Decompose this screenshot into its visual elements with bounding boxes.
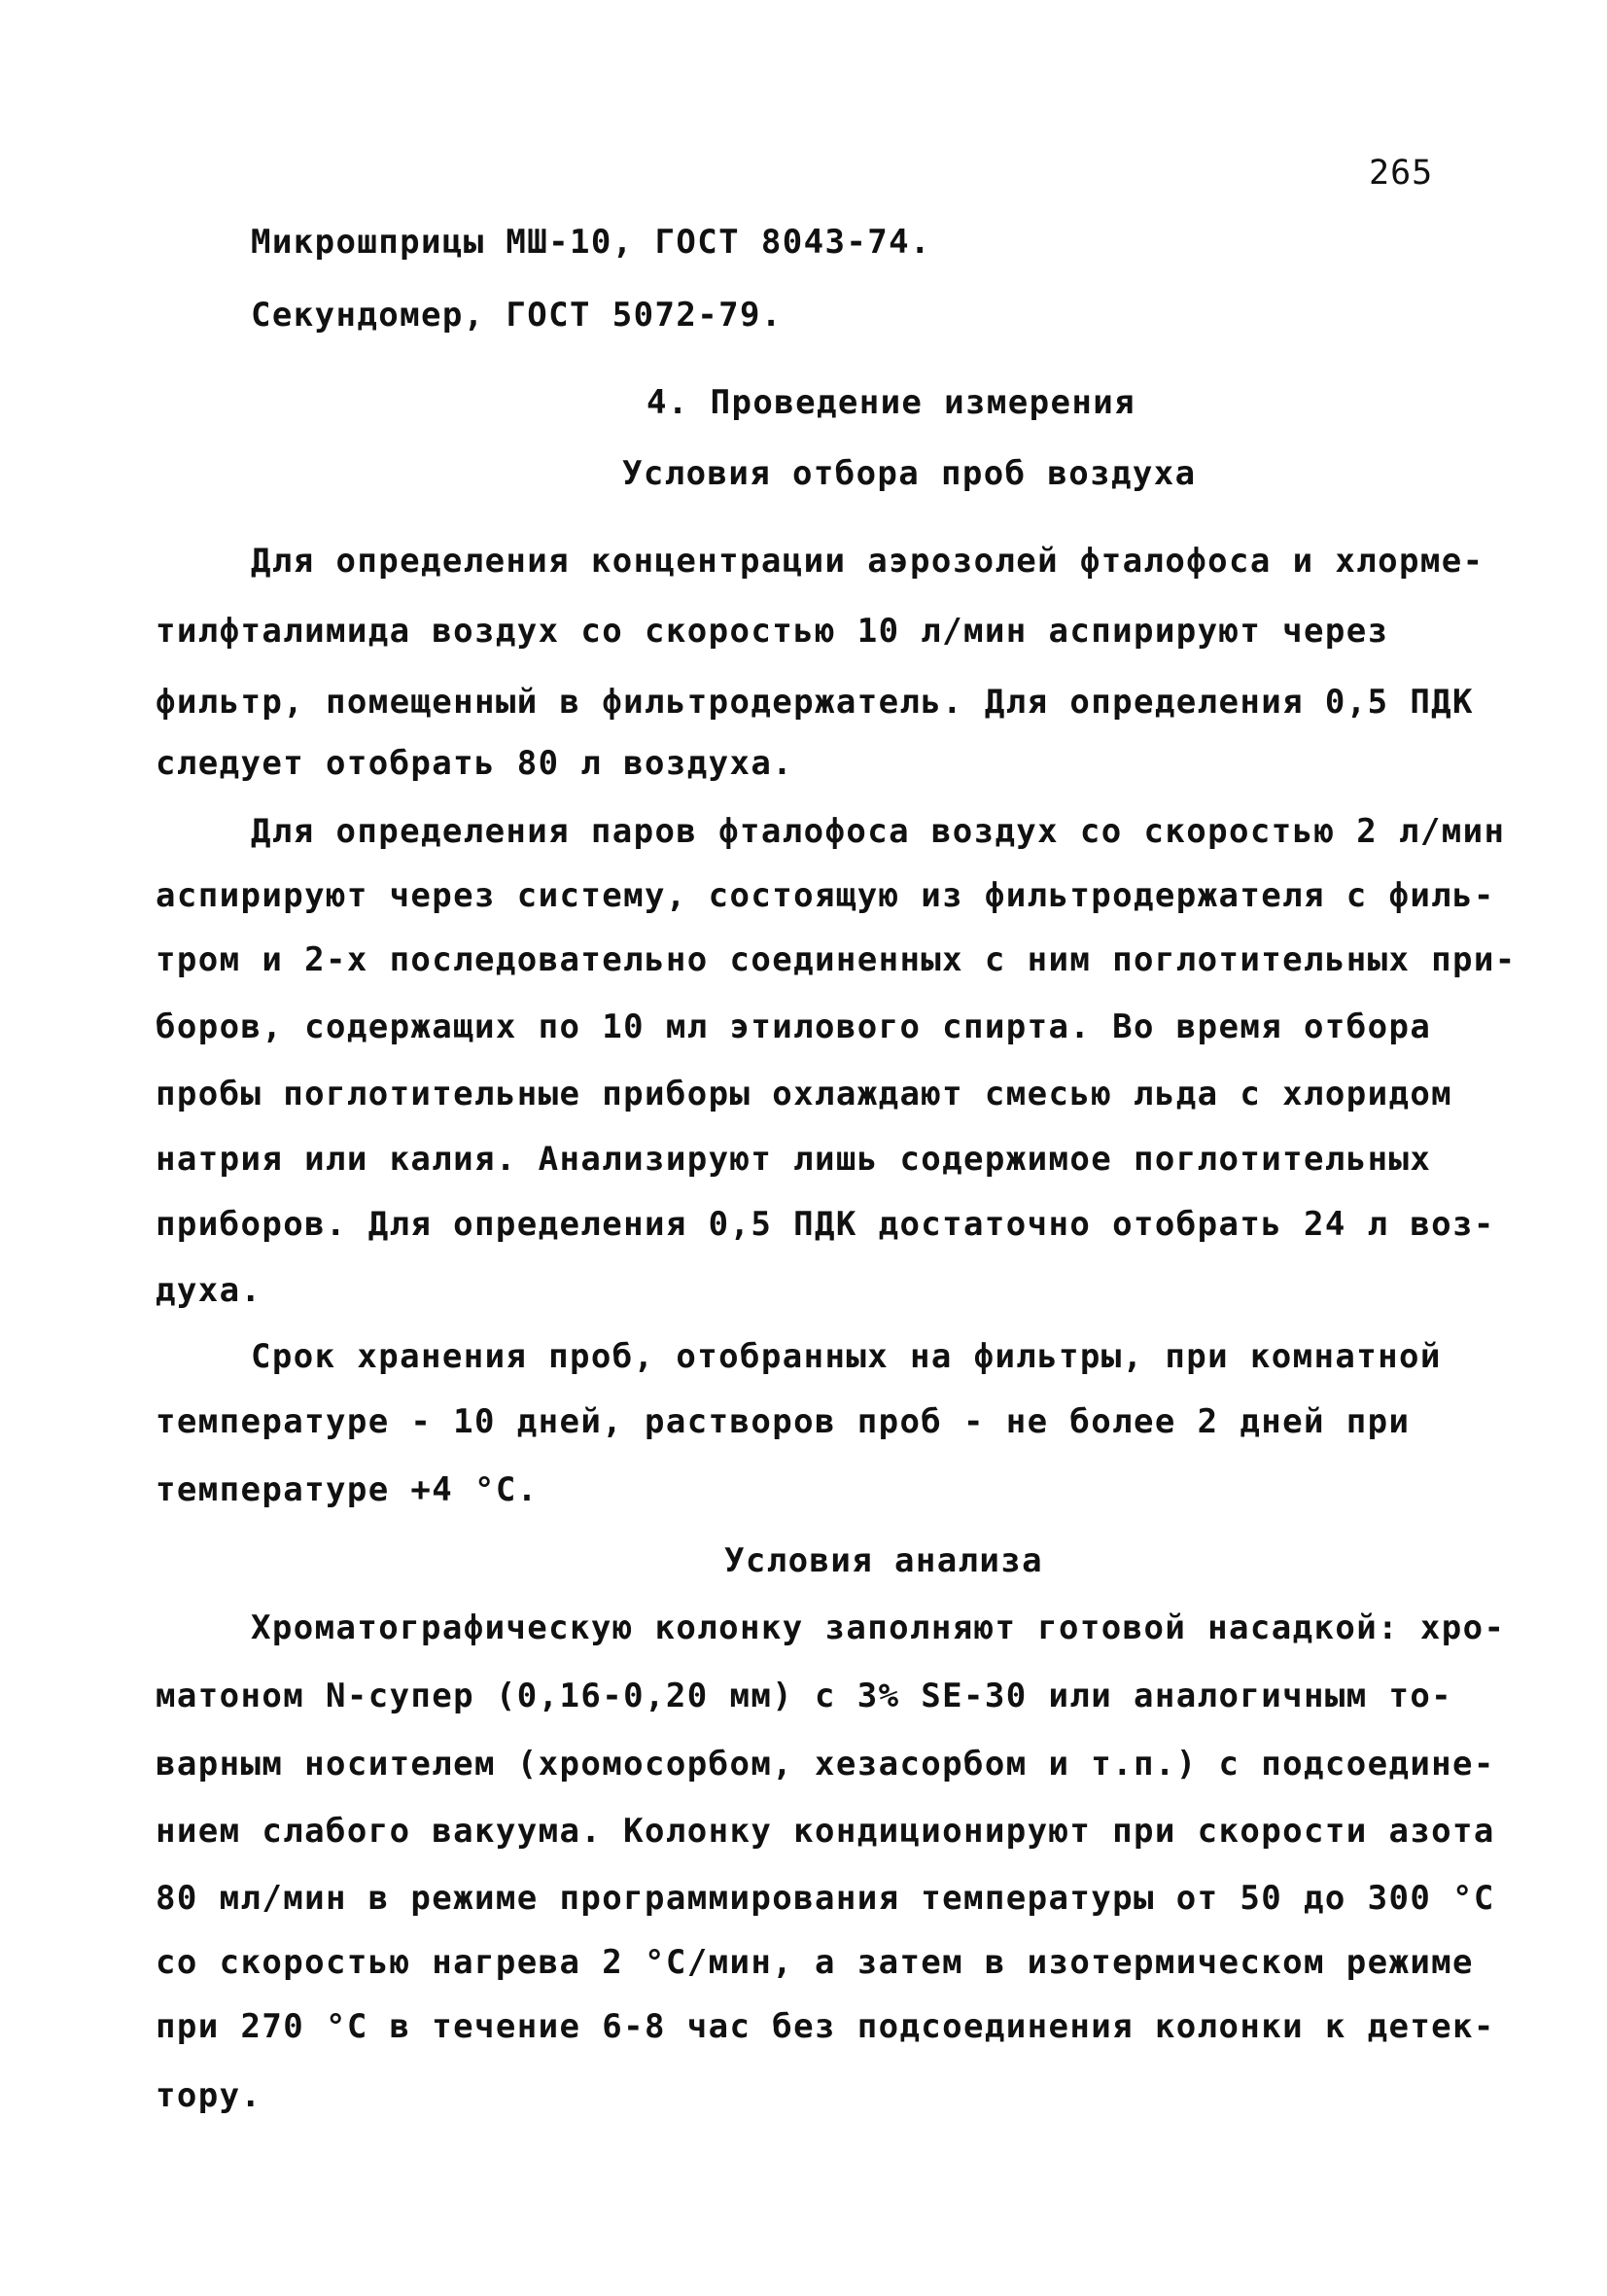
paragraph-line: матоном N-супер (0,16-0,20 мм) с 3% SE-30 или аналогичным то- (156, 1677, 1453, 1715)
analysis-title: Условия анализа (724, 1541, 1044, 1580)
paragraph-line: варным носителем (хромосорбом, хезасорбом и т.п.) с подсоедине- (156, 1745, 1495, 1784)
paragraph-line: приборов. Для определения 0,5 ПДК достаточно отобрать 24 л воз- (156, 1205, 1495, 1244)
paragraph-line: нием слабого вакуума. Колонку кондиционируют при скорости азота (156, 1812, 1495, 1851)
paragraph-line: натрия или калия. Анализируют лишь содержимое поглотительных (156, 1140, 1432, 1179)
paragraph-line: температуре +4 °С. (156, 1470, 539, 1509)
paragraph-line: тору. (156, 2076, 262, 2115)
section-title: 4. Проведение измерения (646, 383, 1136, 422)
paragraph-line: духа. (156, 1271, 262, 1310)
paragraph-line: при 270 °С в течение 6-8 час без подсоединения колонки к детек- (156, 2007, 1495, 2046)
paragraph-line: Срок хранения проб, отобранных на фильтры, при комнатной (251, 1337, 1442, 1376)
paragraph-line: Для определения концентрации аэрозолей фталофоса и хлорме- (251, 542, 1485, 581)
paragraph-line: аспирируют через систему, состоящую из фильтродержателя с филь- (156, 876, 1495, 915)
equipment-item: Микрошприцы МШ-10, ГОСТ 8043-74. (251, 223, 931, 262)
paragraph-line: тром и 2-х последовательно соединенных с ним поглотительных при- (156, 940, 1517, 979)
paragraph-line: пробы поглотительные приборы охлаждают смесью льда с хлоридом (156, 1075, 1453, 1113)
paragraph-line: следует отобрать 80 л воздуха. (156, 744, 794, 783)
equipment-item: Секундомер, ГОСТ 5072-79. (251, 296, 783, 335)
paragraph-line: боров, содержащих по 10 мл этилового спирта. Во время отбора (156, 1007, 1432, 1046)
paragraph-line: Хроматографическую колонку заполняют готовой насадкой: хро- (251, 1608, 1506, 1647)
paragraph-line: со скоростью нагрева 2 °С/мин, а затем в изотермическом режиме (156, 1943, 1474, 1982)
section-subtitle: Условия отбора проб воздуха (622, 454, 1197, 493)
paragraph-line: фильтр, помещенный в фильтродержатель. Для определения 0,5 ПДК (156, 683, 1474, 722)
paragraph-line: тилфталимида воздух со скоростью 10 л/мин аспирируют через (156, 612, 1389, 651)
paragraph-line: 80 мл/мин в режиме программирования температуры от 50 до 300 °С (156, 1879, 1495, 1918)
page-number: 265 (1369, 154, 1434, 193)
paragraph-line: Для определения паров фталофоса воздух со скоростью 2 л/мин (251, 812, 1506, 851)
paragraph-line: температуре - 10 дней, растворов проб - не более 2 дней при (156, 1402, 1411, 1441)
